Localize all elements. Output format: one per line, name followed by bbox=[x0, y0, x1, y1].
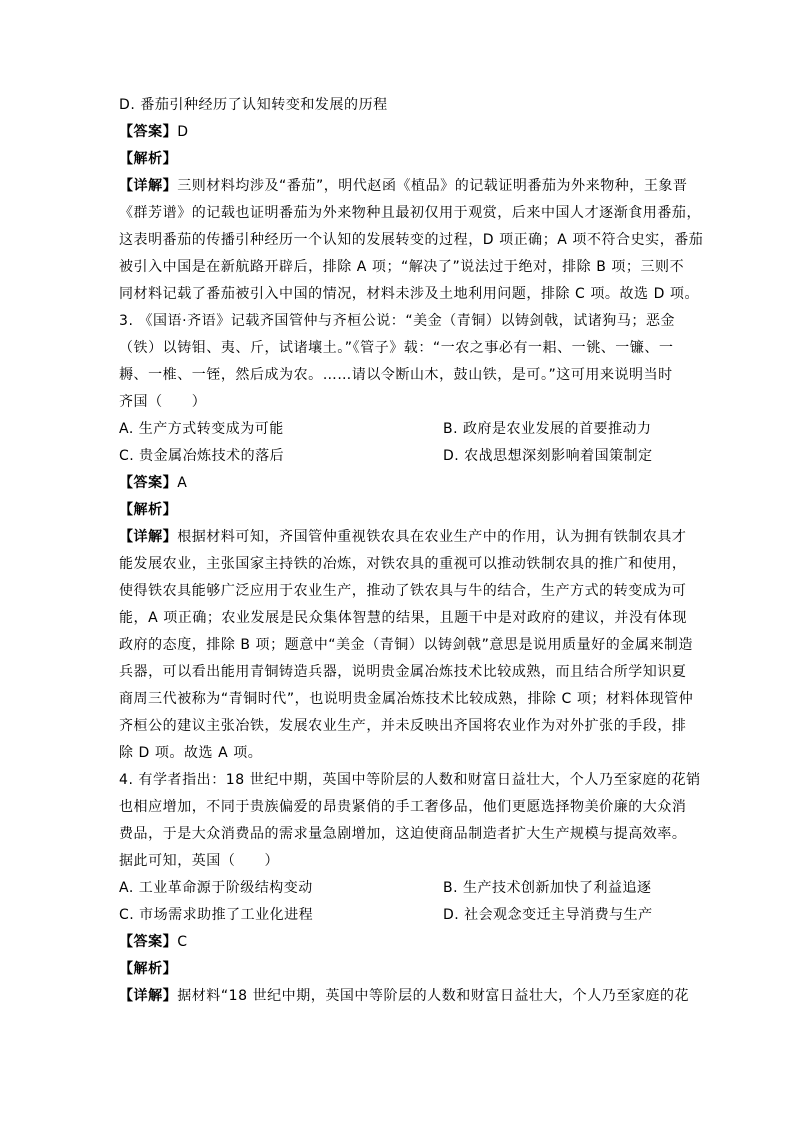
line-text: 《群芳谱》的记载也证明番茄为外来物种且最初仅用于观赏，后来中国人才逐渐食用番茄， bbox=[119, 205, 701, 221]
line-text: 这表明番茄的传播引种经历一个认知的发展转变的过程，D 项正确；A 项不符合史实，番茄 bbox=[119, 232, 704, 248]
line-text: 齐桓公的建议主张冶铁，发展农业生产，并未反映出齐国将农业作为对外扩张的手段，排 bbox=[119, 718, 687, 734]
line-text: 据材料“18 世纪中期，英国中等阶层的人数和财富日益壮大，个人乃至家庭的花 bbox=[177, 988, 690, 1004]
line-text: D. 番茄引种经历了认知转变和发展的历程 bbox=[119, 97, 388, 113]
line-text: 同材料记载了番茄被引入中国的情况，材料未涉及土地利用问题，排除 C 项。故选 D 项。 bbox=[119, 286, 700, 302]
q4-option-a: A. 工业革命源于阶级结构变动 bbox=[119, 880, 313, 896]
text-line bbox=[119, 825, 686, 843]
q4-option-b: B. 生产技术创新加快了利益追逐 bbox=[443, 880, 652, 896]
line-text: 也相应增加，不同于贵族偏爱的昂贵紧俏的手工奢侈品，他们更愿选择物美价廉的大众消 bbox=[119, 799, 687, 815]
line-text: 3. 《国语·齐语》记载齐国管仲与齐桓公说：“美金（青铜）以铸剑戟，试诸狗马；恶金 bbox=[119, 313, 676, 329]
line-text: 三则材料均涉及“番茄”，明代赵函《植品》的记载证明番茄为外来物种，王象晋 bbox=[177, 178, 688, 194]
text-line bbox=[119, 555, 686, 573]
line-text: 费品，于是大众消费品的需求量急剧增加，这迫使商品制造者扩大生产规模与提高效率。 bbox=[119, 826, 687, 842]
q3-option-c: C. 贵金属冶炼技术的落后 bbox=[119, 448, 285, 464]
option-line bbox=[119, 96, 388, 114]
explanation-line bbox=[119, 177, 688, 195]
line-text: （铁）以铸钼、夷、斤，试诸壤土。”《管子》载：“一农之事必有一耜、一铫、一镰、一 bbox=[119, 340, 674, 356]
text-line bbox=[119, 663, 686, 681]
answer-value: C bbox=[177, 934, 188, 950]
text-line bbox=[119, 204, 701, 222]
explanation-tag: 【详解】 bbox=[119, 988, 178, 1004]
text-line bbox=[119, 366, 673, 384]
line-text: 据此可知，英国（ ） bbox=[119, 853, 280, 869]
line-text: 除 D 项。故选 A 项。 bbox=[119, 745, 263, 761]
line-text: 被引入中国是在新航路开辟后，排除 A 项；“解决了”说法过于绝对，排除 B 项；三则不 bbox=[119, 259, 685, 275]
analysis-heading bbox=[119, 150, 177, 168]
answer-tag: 【答案】 bbox=[119, 934, 178, 950]
analysis-tag: 【解析】 bbox=[119, 151, 178, 167]
line-text: 根据材料可知，齐国管仲重视铁农具在农业生产中的作用，认为拥有铁制农具才 bbox=[177, 529, 687, 545]
line-text: 使得铁农具能够广泛应用于农业生产，推动了铁农具与牛的结合，生产方式的转变成为可 bbox=[119, 583, 687, 599]
text-line bbox=[119, 690, 693, 708]
q4-option-d: D. 社会观念变迁主导消费与生产 bbox=[443, 907, 653, 923]
answer-line bbox=[119, 474, 187, 492]
explanation-line bbox=[119, 987, 689, 1005]
question-3-stem bbox=[119, 312, 675, 330]
answer-value: A bbox=[177, 475, 188, 491]
line-text: 耨、一椎、一铚，然后成为农。……请以令断山木，鼓山铁，是可。”这可用来说明当时 bbox=[119, 367, 673, 383]
text-line bbox=[119, 609, 687, 627]
q3-option-b: B. 政府是农业发展的首要推动力 bbox=[443, 421, 652, 437]
text-line bbox=[119, 285, 699, 303]
text-line bbox=[119, 582, 686, 600]
text-line bbox=[119, 258, 684, 276]
line-text: 能，A 项正确；农业发展是民众集体智慧的结果，且题干中是对政府的建议，并没有体现 bbox=[119, 610, 688, 626]
q3-option-d: D. 农战思想深刻影响着国策制定 bbox=[443, 448, 653, 464]
answer-tag: 【答案】 bbox=[119, 475, 178, 491]
text-line bbox=[119, 636, 693, 654]
line-text: 4. 有学者指出：18 世纪中期，英国中等阶层的人数和财富日益壮大，个人乃至家庭的花销 bbox=[119, 772, 701, 788]
text-line bbox=[119, 339, 674, 357]
line-text: 政府的态度，排除 B 项；题意中“美金（青铜）以铸剑戟”意思是说用质量好的金属来制造 bbox=[119, 637, 694, 653]
explanation-tag: 【详解】 bbox=[119, 178, 178, 194]
line-text: 齐国（ ） bbox=[119, 394, 207, 410]
text-line bbox=[119, 852, 279, 870]
analysis-tag: 【解析】 bbox=[119, 502, 178, 518]
explanation-tag: 【详解】 bbox=[119, 529, 178, 545]
line-text: 能发展农业，主张国家主持铁的冶炼，对铁农具的重视可以推动铁制农具的推广和使用， bbox=[119, 556, 687, 572]
answer-value: D bbox=[177, 124, 189, 140]
text-line bbox=[119, 393, 206, 411]
text-line bbox=[119, 717, 686, 735]
answer-tag: 【答案】 bbox=[119, 124, 178, 140]
question-4-stem bbox=[119, 771, 701, 789]
text-line bbox=[119, 231, 703, 249]
q4-option-c: C. 市场需求助推了工业化进程 bbox=[119, 907, 314, 923]
analysis-heading bbox=[119, 960, 177, 978]
explanation-line bbox=[119, 528, 686, 546]
q3-option-a: A. 生产方式转变成为可能 bbox=[119, 421, 284, 437]
analysis-tag: 【解析】 bbox=[119, 961, 178, 977]
line-text: 商周三代被称为“青铜时代”，也说明贵金属冶炼技术比较成熟，排除 C 项；材料体现管仲 bbox=[119, 691, 694, 707]
analysis-heading bbox=[119, 501, 177, 519]
answer-line bbox=[119, 123, 189, 141]
line-text: 兵器，可以看出能用青铜铸造兵器，说明贵金属冶炼技术比较成熟，而且结合所学知识夏 bbox=[119, 664, 687, 680]
text-line bbox=[119, 744, 262, 762]
text-line bbox=[119, 798, 686, 816]
answer-line bbox=[119, 933, 188, 951]
